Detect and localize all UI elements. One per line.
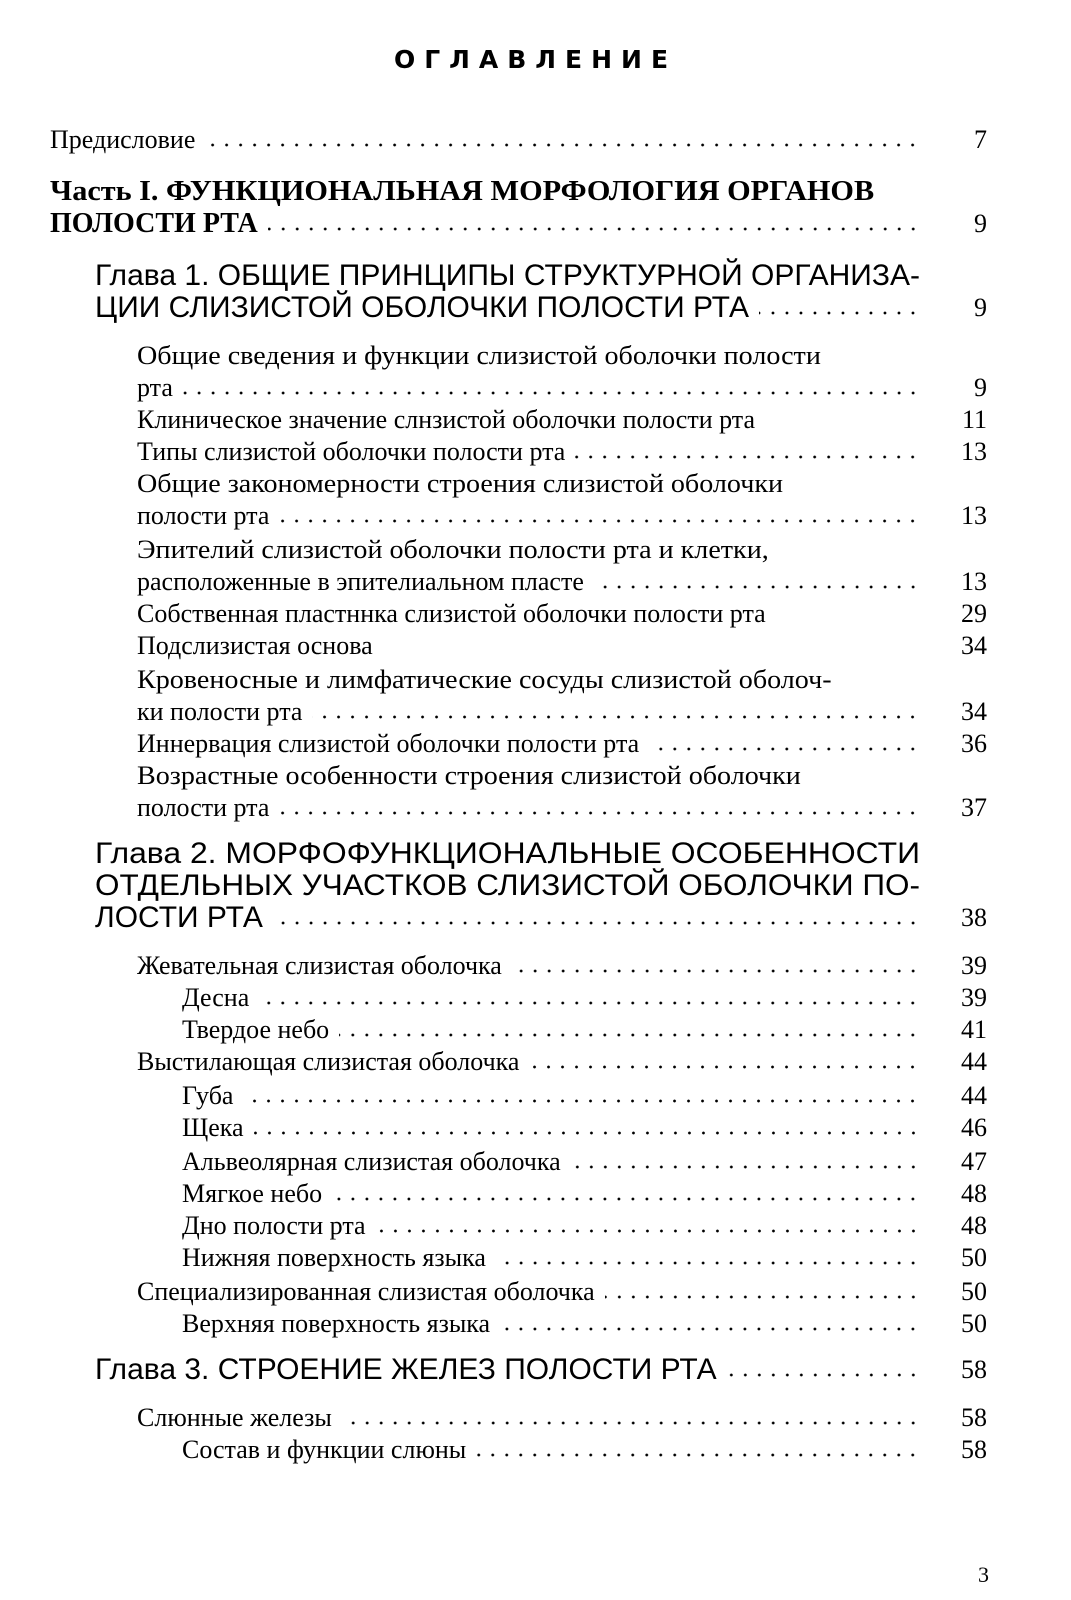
leader-dots	[243, 1096, 920, 1106]
toc-entry-text: Собственная пластннка слизистой оболочки полости рта	[137, 599, 766, 628]
leader-dots	[727, 1370, 920, 1380]
toc-page-number: 50	[961, 1277, 987, 1306]
page-title: ОГЛАВЛЕНИЕ	[393, 45, 678, 74]
toc-entry-text: Предисловие	[50, 125, 196, 154]
toc-page-number: 34	[961, 697, 987, 726]
toc-page-number: 44	[961, 1047, 987, 1076]
toc-entry-text: Общие закономерности строения слизистой оболочки	[137, 469, 784, 498]
toc-chapter[interactable]	[0, 838, 1071, 934]
toc-entry-text: расположенные в эпителиальном пласте	[137, 567, 584, 596]
toc-entry-text: Щека	[182, 1113, 244, 1142]
toc-entry[interactable]	[0, 664, 1071, 728]
leader-dots	[376, 1226, 920, 1236]
toc-entry-text: Подслизистая основа	[137, 631, 373, 660]
toc-page-number: 34	[961, 631, 987, 660]
toc-page-number: 13	[961, 567, 987, 596]
toc-entry[interactable]	[0, 1178, 1071, 1210]
toc-entry-text: Мягкое небо	[182, 1179, 323, 1208]
toc-page-number: 46	[961, 1113, 987, 1142]
toc-page-number: 11	[961, 405, 987, 434]
toc-entry[interactable]	[0, 124, 1071, 156]
toc-entry-text: Нижняя поверхность языка	[182, 1243, 486, 1272]
toc-entry[interactable]	[0, 630, 1071, 662]
leader-dots	[571, 1162, 920, 1172]
toc-entry-text: Кровеносные и лимфатические сосуды слизистой оболоч-	[137, 665, 832, 694]
toc-page-number: 58	[961, 1355, 987, 1384]
toc-entry[interactable]	[0, 1080, 1071, 1112]
leader-dots	[575, 452, 920, 462]
toc-page-number: 13	[961, 501, 987, 530]
toc-page-number: 58	[961, 1435, 987, 1464]
toc-page-number: 9	[974, 293, 987, 322]
toc-entry[interactable]	[0, 1014, 1071, 1046]
toc-page-number: 36	[961, 729, 987, 758]
toc-entry-text: Общие сведения и функции слизистой оболочки полости	[137, 341, 821, 370]
toc-page-number: 48	[961, 1211, 987, 1240]
toc-entry-text: Эпителий слизистой оболочки полости рта и клетки,	[137, 535, 769, 564]
toc-entry-text: Твердое небо	[182, 1015, 330, 1044]
toc-entry-text: Клиническое значение слнзистой оболочки полости рта	[137, 405, 755, 434]
leader-dots	[183, 388, 920, 398]
leader-dots	[339, 1030, 920, 1040]
page-number: 3	[978, 1562, 989, 1587]
toc-entry[interactable]	[0, 598, 1071, 630]
toc-entry-text: Верхняя поверхность языка	[182, 1309, 491, 1338]
toc-entry-text: Глава 1. ОБЩИЕ ПРИНЦИПЫ СТРУКТУРНОЙ ОРГАНИЗА-	[95, 259, 920, 292]
toc-entry[interactable]	[0, 1402, 1071, 1434]
leader-dots	[476, 1450, 920, 1460]
toc-entry-text: ЛОСТИ РТА	[95, 901, 263, 934]
toc-entry-text: Жевательная слизистая оболочка	[137, 951, 502, 980]
toc-entry-text: ПОЛОСТИ РТА	[50, 208, 258, 239]
toc-entry[interactable]	[0, 468, 1071, 532]
toc-entry-text: ОТДЕЛЬНЫХ УЧАСТКОВ СЛИЗИСТОЙ ОБОЛОЧКИ ПО-	[95, 869, 920, 902]
leader-dots	[605, 1292, 920, 1302]
toc-entry-text: Выстилающая слизистая оболочка	[137, 1047, 520, 1076]
toc-page-number: 48	[961, 1179, 987, 1208]
toc-entry[interactable]	[0, 1434, 1071, 1466]
leader-dots	[332, 1194, 920, 1204]
leader-dots	[759, 308, 920, 318]
toc-entry-text: Возрастные особенности строения слизистой оболочки	[137, 761, 801, 790]
toc-page-number: 7	[974, 125, 987, 154]
leader-dots	[279, 516, 920, 526]
leader-dots	[512, 966, 920, 976]
toc-page-number: 58	[961, 1403, 987, 1432]
leader-dots	[273, 918, 920, 928]
toc-page-number: 38	[961, 903, 987, 932]
toc-page-number: 39	[961, 951, 987, 980]
toc-entry-text: Часть I. ФУНКЦИОНАЛЬНАЯ МОРФОЛОГИЯ ОРГАНОВ	[50, 176, 875, 207]
toc-chapter[interactable]	[0, 260, 1071, 324]
toc-page-number: 9	[974, 209, 987, 238]
toc-entry-text: рта	[137, 373, 173, 402]
leader-dots	[342, 1418, 920, 1428]
toc-entry[interactable]	[0, 1146, 1071, 1178]
toc-page-number: 39	[961, 983, 987, 1012]
toc-page-number: 37	[961, 793, 987, 822]
toc-entry-text: Глава 3. СТРОЕНИЕ ЖЕЛЕЗ ПОЛОСТИ РТА	[95, 1353, 717, 1386]
toc-entry[interactable]	[0, 982, 1071, 1014]
leader-dots	[205, 140, 920, 150]
toc-entry-text: Типы слизистой оболочки полости рта	[137, 437, 566, 466]
leader-dots	[500, 1324, 920, 1334]
toc-entry[interactable]	[0, 1242, 1071, 1274]
toc-entry[interactable]	[0, 1046, 1071, 1078]
toc-chapter[interactable]	[0, 1354, 1071, 1386]
toc-entry-text: Состав и функции слюны	[182, 1435, 467, 1464]
toc-entry[interactable]	[0, 1308, 1071, 1340]
toc-entry-text: ки полости рта	[137, 697, 303, 726]
toc-entry-text: Дно полости рта	[182, 1211, 366, 1240]
toc-entry[interactable]	[0, 340, 1071, 404]
toc-entry[interactable]	[0, 404, 1071, 436]
toc-entry-text: ЦИИ СЛИЗИСТОЙ ОБОЛОЧКИ ПОЛОСТИ РТА	[95, 291, 750, 324]
toc-entry-text: Альвеолярная слизистая оболочка	[182, 1147, 561, 1176]
toc-entry[interactable]	[0, 1112, 1071, 1144]
toc-page-number: 13	[961, 437, 987, 466]
toc-part[interactable]	[0, 176, 1071, 240]
leader-dots	[529, 1062, 920, 1072]
toc-entry[interactable]	[0, 436, 1071, 468]
toc-entry-text: Глава 2. МОРФОФУНКЦИОНАЛЬНЫЕ ОСОБЕННОСТИ	[95, 837, 921, 870]
leader-dots	[312, 712, 920, 722]
toc-page-number: 50	[961, 1243, 987, 1272]
toc-page-number: 9	[974, 373, 987, 402]
toc-entry[interactable]	[0, 950, 1071, 982]
leader-dots	[279, 808, 920, 818]
leader-dots	[649, 744, 920, 754]
toc-entry[interactable]	[0, 1276, 1071, 1308]
toc-entry[interactable]	[0, 760, 1071, 824]
toc-entry-text: Иннервация слизистой оболочки полости рта	[137, 729, 640, 758]
toc-entry[interactable]	[0, 534, 1071, 598]
toc-page-number: 47	[961, 1147, 987, 1176]
toc-entry-text: Специализированная слизистая оболочка	[137, 1277, 595, 1306]
leader-dots	[254, 1128, 920, 1138]
toc-entry-text: полости рта	[137, 501, 270, 530]
toc-entry-text: Слюнные железы	[137, 1403, 332, 1432]
toc-page-number: 41	[961, 1015, 987, 1044]
toc-entry-text: Десна	[182, 983, 250, 1012]
toc-entry-text: полости рта	[137, 793, 270, 822]
leader-dots	[594, 582, 920, 592]
toc-page-number: 50	[961, 1309, 987, 1338]
leader-dots	[268, 224, 920, 234]
leader-dots	[259, 998, 920, 1008]
toc-entry[interactable]	[0, 728, 1071, 760]
toc-page-number: 44	[961, 1081, 987, 1110]
toc-page-number: 29	[961, 599, 987, 628]
leader-dots	[496, 1258, 920, 1268]
toc-entry-text: Губа	[182, 1081, 234, 1110]
toc-entry[interactable]	[0, 1210, 1071, 1242]
